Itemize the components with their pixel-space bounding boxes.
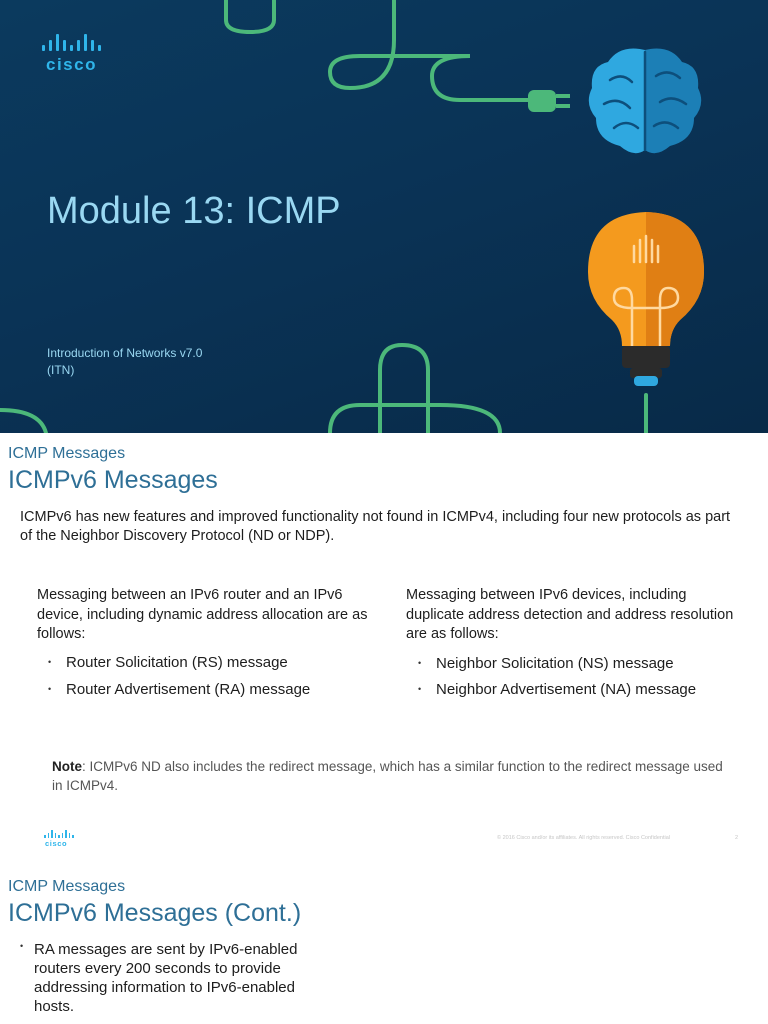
device-messaging-text: Messaging between IPv6 devices, including duplicate address detection and address resolution are as follows: <box>406 587 734 642</box>
cisco-logo <box>40 33 110 73</box>
brain-icon <box>589 49 701 154</box>
plug-icon <box>528 90 570 112</box>
slide-heading: ICMPv6 Messages <box>8 466 218 494</box>
list-item: • Neighbor Advertisement (NA) message <box>418 681 697 698</box>
cable-wire <box>330 0 528 100</box>
cable-left-arc <box>0 410 46 433</box>
cisco-wordmark: cisco <box>45 839 68 848</box>
cisco-bridge-icon <box>42 33 110 51</box>
bullet-icon: • <box>418 658 422 668</box>
note-text: Note: ICMPv6 ND also includes the redirect message, which has a similar function to the redirect message used in ICMPv4. <box>52 759 723 793</box>
copyright-notice: © 2016 Cisco and/or its affiliates. All rights reserved. Cisco Confidential <box>497 835 671 841</box>
bullet-icon: • <box>418 684 422 694</box>
footer-cisco-logo <box>43 830 74 848</box>
cable-top-loop <box>226 0 274 32</box>
bullet-icon: • <box>20 941 24 951</box>
title-slide <box>0 0 768 433</box>
bullet-icon: • <box>48 684 52 694</box>
module-title: Module 13: ICMP <box>47 190 341 232</box>
lightbulb-icon <box>588 212 704 386</box>
intro-paragraph: ICMPv6 has new features and improved functionality not found in ICMPv4, including four new protocols as part of the Neighbor Discovery Protocol (ND or NDP). <box>20 509 731 544</box>
cisco-wordmark: cisco <box>46 55 97 74</box>
section-label: ICMP Messages <box>8 445 126 462</box>
bullet-icon: • <box>48 657 52 667</box>
list-item: • Router Solicitation (RS) message <box>48 654 288 671</box>
router-messaging-text: Messaging between an IPv6 router and an IPv6 device, including dynamic address allocation are as follows: <box>37 587 368 642</box>
cable-bottom-wave <box>330 405 500 433</box>
course-code: (ITN) <box>47 363 75 377</box>
cisco-bridge-icon <box>44 830 74 838</box>
cable-bottom <box>380 345 428 433</box>
section-label: ICMP Messages <box>8 878 126 895</box>
list-item: • Neighbor Solicitation (NS) message <box>418 655 674 672</box>
list-item: • Router Advertisement (RA) message <box>48 681 311 698</box>
course-name: Introduction of Networks v7.0 <box>47 346 203 360</box>
slide-heading: ICMPv6 Messages (Cont.) <box>8 899 302 927</box>
page-number: 2 <box>735 835 739 841</box>
ra-messages-bullet: RA messages are sent by IPv6-enabled routers every 200 seconds to provide addressing information to IPv6-enabled hosts. <box>34 941 298 1015</box>
